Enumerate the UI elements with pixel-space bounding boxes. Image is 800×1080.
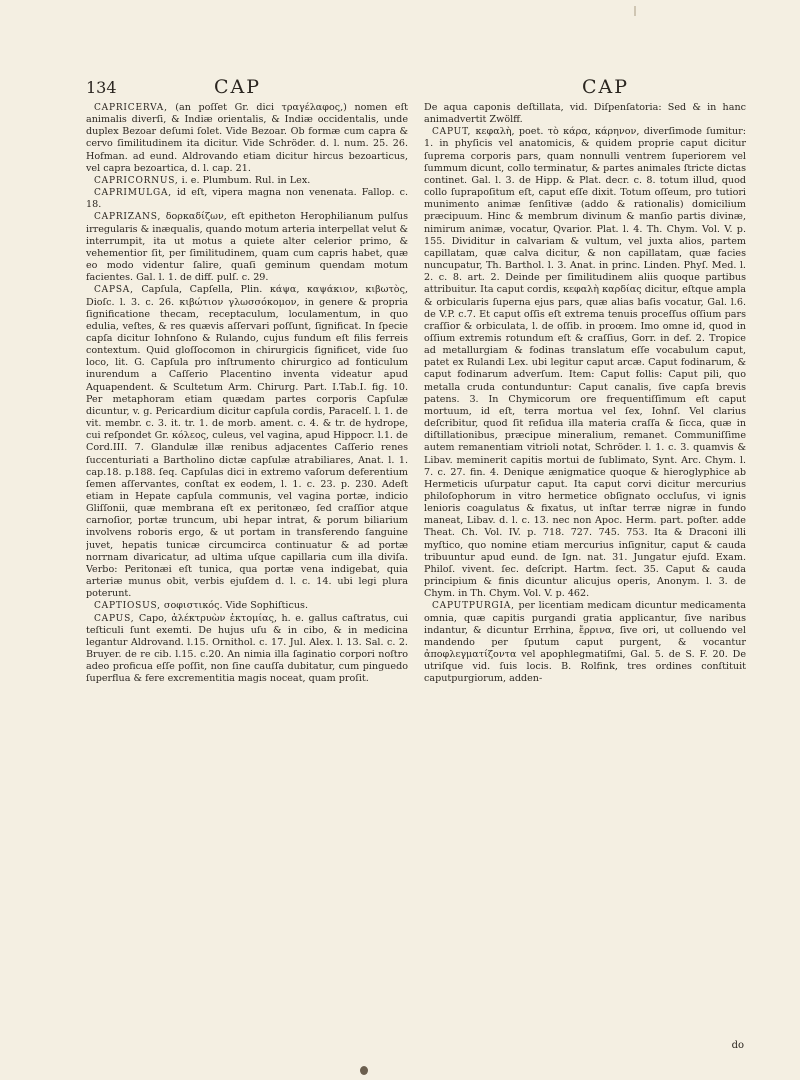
entry-headword: CAPSA, — [94, 285, 134, 296]
entry-text: De aqua caponis deſtillata, vid. Diſpenſatoria: Sed & in hanc animadvertit Zwölff. — [424, 102, 746, 126]
entry-headword: CAPUT, — [432, 127, 472, 138]
entry-text: δορκαδίζων, eſt epitheton Herophilianum pulſus irregularis & inæqualis, quando motum arteria interpellat velut & interrumpit, ita ut motus a quiete alter celerior primo, & vehementior ſit, per ſimilitudinem, quam cum capris habet, quæ eo modo videntur ſalire, quaſi geminum quendam motum facientes. Gal. l. 1. de diff. pulſ. c. 29. — [86, 211, 408, 284]
entry-headword: CAPUTPURGIA, — [432, 601, 515, 612]
entry-headword: CAPUS, — [94, 613, 135, 624]
page-header — [86, 76, 744, 102]
entry-headword: CAPRIMULGA, — [94, 188, 172, 199]
running-head-left: CAP — [214, 76, 262, 98]
page-number: 134 — [86, 78, 117, 97]
dictionary-entry — [86, 613, 408, 686]
entry-headword: CAPRICORNUS, — [94, 175, 179, 186]
dictionary-entry — [424, 126, 746, 600]
page-edge-mark — [634, 6, 636, 16]
dictionary-entry — [86, 187, 408, 211]
dictionary-entry — [86, 211, 408, 284]
entry-text: κεφαλὴ, poet. τὸ κάρα, κάρηνον, diverſimode ſumitur: 1. in phyſicis vel anatomicis, & quidem proprie caput dicitur ſuprema corporis pars, quam nonnulli ventrem ſuperiorem vel ſummum dicunt, collo terminatur, & partes animales ſtricte dictas continet. Gal. l. 3. de Hipp. & Plat. decr. c. 8. totum illud, quod collo ſuprapoſitum eſt, caput eſſe dixit. Totum oſſeum, pro tutiori munimento animæ ſenſitivæ (addo & rationalis) domicilium præcipuum. Hinc & membrum divinum & manſio partis divinæ, nimirum animæ, vocatur, Qvarior. Plat. l. 4. Th. Chym. Vol. V. p. 155. Dividitur in calvariam & vultum, vel juxta alios, partem capillatam, quæ calva dicitur, & non capillatam, quæ facies nuncupatur, Th. Barthol. l. 3. Anat. in princ. Linden. Phyſ. Med. l. 2. c. 8. art. 2. Deinde per ſimilitudinem aliis quoque partibus attribuitur. Ita caput cordis, κεφαλὴ καρδίας dicitur, eſtque ampla & orbicularis ſuperna ejus pars, quæ alias baſis vocatur, Gal. l.6. de V.P. c.7. Et caput oſſis eſt extrema tenuis proceſſus oſſium pars craſſior & orbiculata, l. de oſſib. in proœm. Imo omne id, quod in oſſium extremis rotundum eſt & craſſius, Gorr. in def. 2. Tropice ad metallurgiam & fodinas translatum eſſe vocabulum caput, patet ex Rulandi Lex. ubi legitur caput arcæ. Caput fodinarum, & caput fodinarum adverſum. Item: Caput follis: Caput pili, quo metalla cruda contunduntur: Caput canalis, ſive capſa brevis patens. 3. In Chymicorum ore frequentiſſimum eſt caput mortuum, id eſt, terra mortua vel ſex, Iohnſ. Vel clarius deſcribitur, quod ſit reſidua illa materia craſſa & ſicca, quæ in diſtillationibus, præcipue mineralium, remanet. Communiſſime autem remanentiam vitrioli notat, Schröder. l. 1. c. 3. quamvis & Libav. meminerit capitis mortui de ſublimato, Synt. Arc. Chym. l. 7. c. 27. fin. 4. Denique ænigmatice quoque & hieroglyphice ab Hermeticis uſurpatur caput. Ita caput corvi dicitur mercurius philoſophorum in vitro hermetice obſignato occluſus, vi ignis lenioris coagulatus & fixatus, ut inſtar terræ nigræ in fundo maneat, Libav. d. l. c. 13. nec non Apoc. Herm. part. poſter. adde Theat. Ch. Vol. IV. p. 718. 727. 745. 753. Ita & Draconi illi myſtico, quo nomine etiam mercurius inſignitur, caput & cauda tribuuntur apud eund. de Ign. nat. 31. Jungatur ejuſd. Exam. Philoſ. vivent. ſec. deſcript. Hartm. ſect. 35. Caput & cauda principium & finis dicuntur alicujus operis, Anonym. l. 3. de Chym. in Th. Chym. Vol. V. p. 462. — [424, 126, 746, 600]
catchword: do — [731, 1040, 744, 1051]
entry-headword: CAPRIZANS, — [94, 212, 162, 223]
running-head-right: CAP — [582, 76, 630, 98]
dictionary-entry — [86, 284, 408, 600]
dictionary-entry — [86, 600, 408, 612]
left-column — [86, 102, 408, 1062]
dictionary-entry — [86, 102, 408, 175]
entry-text: per licentiam medicam dicuntur medicamenta omnia, quæ capitis purgandi gratia applicantur, ſive naribus indantur, & dicuntur Errhina, ἔρρινα, ſive ori, ut colluendo vel mandendo per ſputum caput purgent, & vocantur ἀποφλεγματίζοντα vel apophlegmatiſmi, Gal. 5. de S. F. 20. De utriſque vid. ſuis locis. B. Rolfink, tres ordines conſtituit caputpurgiorum, adden- — [424, 600, 746, 685]
entry-text: i. e. Plumbum. Rul. in Lex. — [178, 174, 311, 186]
dictionary-entry — [424, 600, 746, 685]
right-column — [424, 102, 746, 1062]
entry-headword: CAPRICERVA, — [94, 103, 168, 113]
dictionary-entry — [86, 175, 408, 187]
entry-text: Capſula, Capſella, Plin. κάψα, καψάκιον, κιβωτὸς, Dioſc. l. 3. c. 26. κιβώτιον γλωσσόκομον, in genere & propria ſignificatione thecam, receptaculum, loculamentum, in quo edulia, veſtes, & res quævis aſſervari poſſunt, ſignificat. In ſpecie capſa dicitur Iohnſono & Rulando, cujus fundum eſt filis ferreis contextum. Quid gloſſocomon in chirurgicis ſignificet, vide ſuo loco, lit. G. Capſula pro inſtrumento chirurgico ad fonticulum inurendum a Caſſerio Placentino inventa videatur apud Aquapendent. & Scultetum Arm. Chirurg. Part. I.Tab.I. fig. 10. Per metaphoram etiam quædam partes corporis Capſulæ dicuntur, v. g. Pericardium dicitur capſula cordis, Paracelſ. l. 1. de vit. membr. c. 3. it. tr. 1. de morb. ament. c. 4. & tr. de hydrope, cui reſpondet Gr. κόλεος, culeus, vel vagina, apud Hippocr. l.1. de Cord.III. 7. Glandulæ illæ renibus adjacentes Caſſerio renes ſuccenturiati a Bartholino dictæ capſulæ atrabiliares, Anat. l. 1. cap.18. p.188. ſeq. Capſulas dici in extremo vaſorum deferentium ſemen aſſervantes, conſtat ex eodem, l. 1. c. 23. p. 230. Adeſt etiam in Hepate capſula communis, vel vagina portæ, indicio Gliſſonii, quæ membrana eſt ex peritonæo, ſed craſſior atque carnoſior, portæ truncum, ubi hepar intrat, & porum biliarium involvens roboris ergo, & ut portam in transferendo ſanguine juvet, hepatis tunicæ circumcirca continuatur & ad portæ norrnam divaricatur, ad ultima uſque capillaria cum illa diviſa. Verbo: Peritonæi eſt tunica, qua portæ vena indigebat, quia arteriæ munus obit, verbis ejuſdem d. l. c. 14. ubi legi plura poterunt. — [86, 284, 408, 600]
entry-headword: CAPTIOSUS, — [94, 601, 161, 612]
entry-text: σοφιστικός. Vide Sophiſticus. — [160, 600, 308, 612]
ink-blot-mark — [360, 1066, 368, 1075]
entry-text: Capo, ἀλέκτρυὼν ἐκτομίας, h. e. gallus caſtratus, cui teſticuli ſunt exemti. De hujus uſu & in cibo, & in medicina legantur Aldrovand. l.15. Ornithol. c. 17. Jul. Alex. l. 13. Sal. c. 2. Bruyer. de re cib. l.15. c.20. An nimia illa ſaginatio corpori noſtro adeo proficua eſſe poſſit, non ſine cauſſa dubitatur, cum pinguedo ſuperflua & fere excrementitia magis noceat, quam proſit. — [86, 612, 408, 685]
entry-text: (an poſſet Gr. dici τραγέλαφος,) nomen eſt animalis diverſi, & Indiæ orientalis, & Indiæ occidentalis, unde duplex Bezoar deſumi ſolet. Vide Bezoar. Ob formæ cum capra & cervo ſimilitudinem ita dicitur. Vide Schröder. d. l. num. 25. 26. Hofman. ad eund. Aldrovando etiam dicitur hircus bezoarticus, vel capra bezoartica, d. l. cap. 21. — [86, 102, 408, 174]
entry-text: id eſt, vipera magna non venenata. Fallop. c. 18. — [86, 187, 408, 211]
dictionary-entry — [424, 102, 746, 126]
